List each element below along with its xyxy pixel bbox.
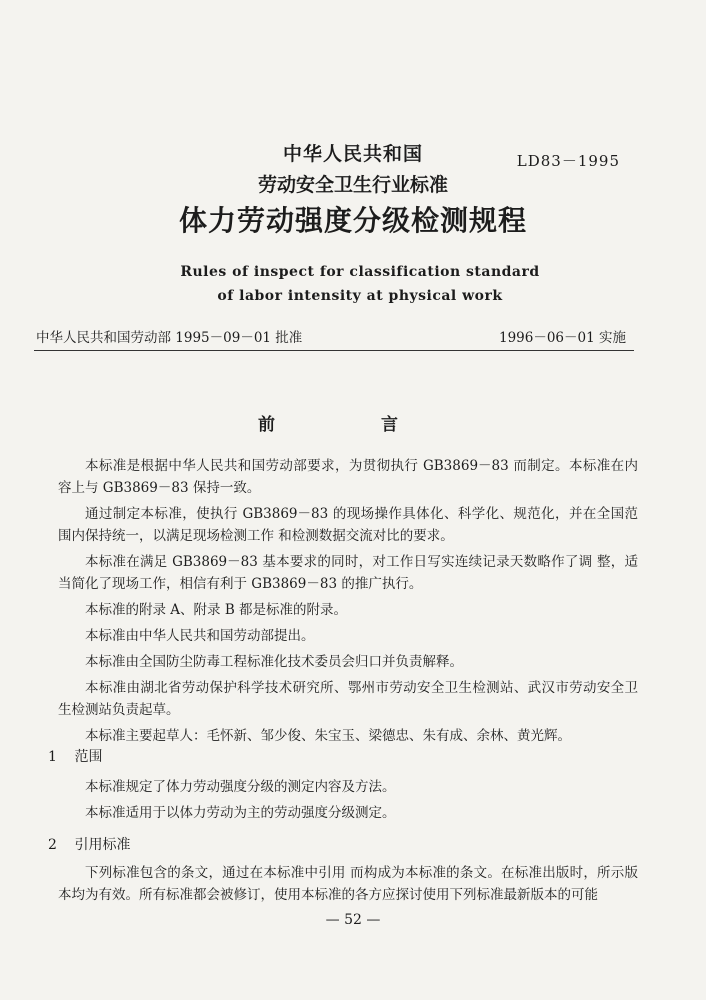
foreword-paragraph: 本标准由湖北省劳动保护科学技术研究所、鄂州市劳动安全卫生检测站、武汉市劳动安全卫生检测站负责起草。 (58, 680, 638, 718)
issuing-country: 中华人民共和国 (282, 143, 423, 165)
english-title-line-2: of labor intensity at physical work (217, 288, 503, 304)
foreword-paragraph: 通过制定本标准，使执行 GB3869－83 的现场操作具体化、科学化、规范化，并在全国范围内保持统一，以满足现场检测工作 和检测数据交流对比的要求。 (58, 506, 638, 544)
english-title-line-1: Rules of inspect for classification standard (180, 264, 540, 280)
foreword-heading: 前 言 (258, 415, 448, 435)
foreword-paragraph: 本标准由全国防尘防毒工程标准化技术委员会归口并负责解释。 (85, 654, 463, 670)
document-title: 体力劳动强度分级检测规程 (178, 204, 527, 237)
section-2-heading (48, 834, 130, 854)
foreword-paragraph: 本标准由中华人民共和国劳动部提出。 (85, 628, 315, 644)
section-number: 2 (48, 837, 57, 853)
document-header (0, 140, 706, 240)
header-rule (34, 350, 634, 351)
foreword-paragraph: 本标准是根据中华人民共和国劳动部要求，为贯彻执行 GB3869－83 而制定。本标准在内容上与 GB3869－83 保持一致。 (58, 458, 638, 496)
foreword-paragraph: 本标准主要起草人：毛怀新、邹少俊、朱宝玉、梁德忠、朱有成、余林、黄光辉。 (85, 728, 571, 744)
foreword-paragraph: 本标准在满足 GB3869－83 基本要求的同时，对工作日写实连续记录天数略作了调 整，适当简化了现场工作，相信有利于 GB3869－83 的推广执行。 (58, 554, 638, 592)
section-paragraph: 本标准适用于以体力劳动为主的劳动强度分级测定。 (85, 805, 396, 821)
section-title: 范围 (74, 749, 103, 765)
standard-category: 劳动安全卫生行业标准 (257, 174, 448, 196)
section-paragraph: 本标准规定了体力劳动强度分级的测定内容及方法。 (85, 779, 396, 795)
section-1-body (58, 776, 638, 828)
issued-date: 中华人民共和国劳动部 1995－09－01 批准 (36, 330, 303, 346)
section-paragraph: 下列标准包含的条文，通过在本标准中引用 而构成为本标准的条文。在标准出版时，所示版本均为有效。所有标准都会被修订，使用本标准的各方应探讨使用下列标准最新版本的可能 (58, 865, 638, 903)
effective-date: 1996－06－01 实施 (498, 330, 626, 346)
page-number: — 52 — (325, 912, 381, 928)
english-title (150, 260, 570, 308)
standard-code: LD83－1995 (516, 152, 620, 170)
foreword-body (58, 455, 638, 751)
section-title: 引用标准 (74, 837, 131, 853)
section-number: 1 (48, 749, 57, 765)
foreword-paragraph: 本标准的附录 A、附录 B 都是标准的附录。 (85, 602, 348, 618)
section-1-heading (48, 746, 102, 766)
section-2-body (58, 862, 638, 910)
